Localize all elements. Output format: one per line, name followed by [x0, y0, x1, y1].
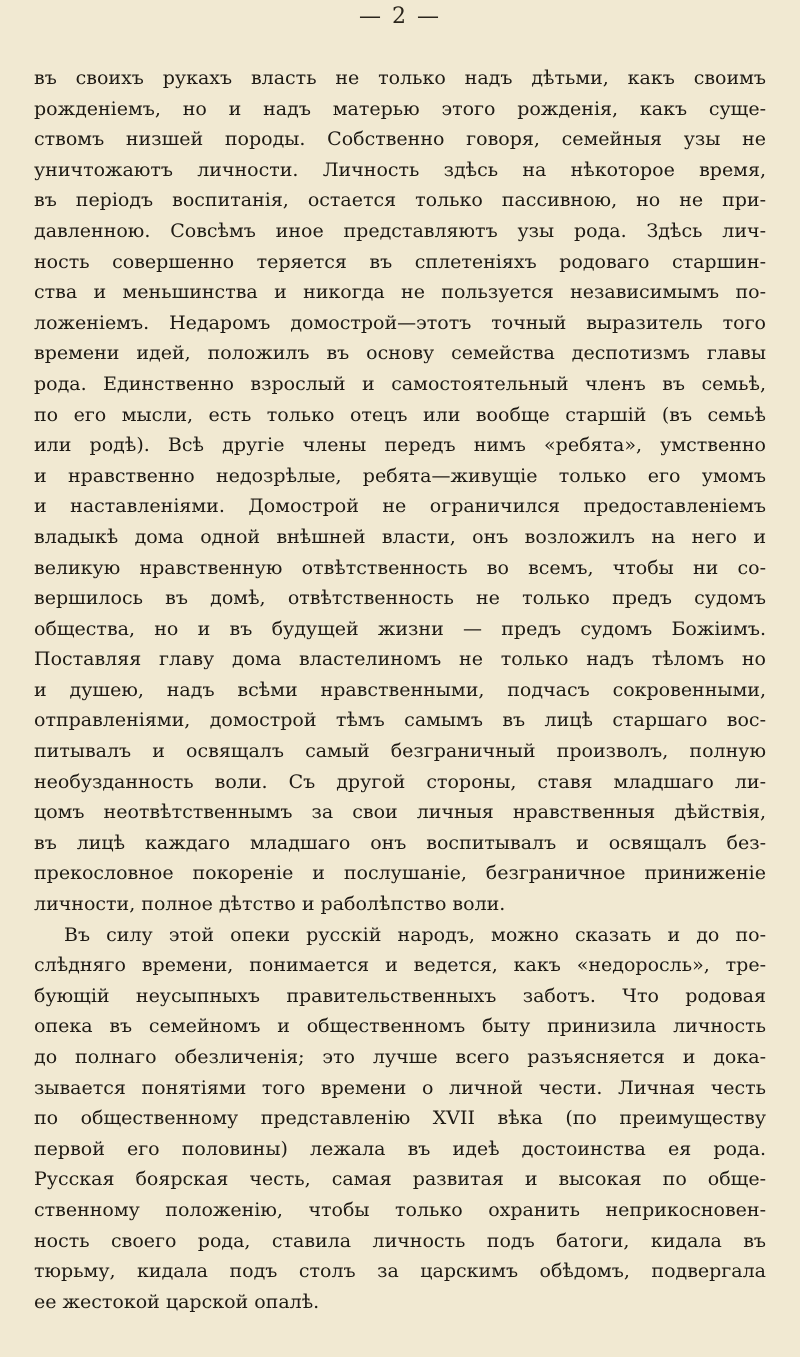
text-line: ность совершенно теряется въ сплетеніяхъ родоваго старшин- — [34, 250, 766, 273]
text-line: Русская боярская честь, самая развитая и высокая по обще- — [34, 1168, 766, 1191]
text-line: опека въ семейномъ и общественномъ быту принизила личность — [34, 1015, 766, 1038]
text-line: ложеніемъ. Недаромъ домострой—этотъ точный выразитель того — [34, 311, 766, 334]
text-line: великую нравственную отвѣтственность во всемъ, чтобы ни со- — [34, 556, 766, 579]
text-line: до полнаго обезличенія; это лучше всего разъясняется и дока- — [34, 1046, 766, 1068]
text-body — [34, 63, 766, 1317]
text-line: въ періодъ воспитанія, остается только пассивною, но не при- — [34, 189, 766, 212]
text-line: по его мысли, есть только отецъ или вообще старшій (въ семьѣ — [34, 403, 766, 426]
text-line: прекословное покореніе и послушаніе, безграничное приниженіе — [34, 862, 766, 885]
text-line: зывается понятіями того времени о личной чести. Личная честь — [34, 1076, 766, 1099]
text-line: и душею, надъ всѣми нравственными, подчасъ сокровенными, — [34, 678, 766, 701]
text-line: Поставляя главу дома властелиномъ не только надъ тѣломъ но — [34, 648, 766, 671]
text-line: и наставленіями. Домострой не ограничился предоставленіемъ — [34, 495, 766, 518]
paragraph-end-line: ее жестокой царской опалѣ. — [34, 1290, 320, 1313]
text-line: ственному положенію, чтобы только охранить неприкосновен- — [34, 1198, 766, 1221]
paragraph-end-line: личности, полное дѣтство и раболѣпство воли. — [34, 893, 506, 916]
text-line: въ своихъ рукахъ власть не только надъ дѣтьми, какъ своимъ — [34, 67, 766, 89]
text-line: ность своего рода, ставила личность подъ батоги, кидала въ — [34, 1229, 766, 1252]
text-line: въ лицѣ каждаго младшаго онъ воспитывалъ и освящалъ без- — [34, 831, 766, 854]
text-line: ствомъ низшей породы. Собственно говоря, семейныя узы не — [34, 128, 766, 151]
text-line: рода. Единственно взрослый и самостоятельный членъ въ семьѣ, — [34, 372, 766, 395]
text-line: давленною. Совсѣмъ иное представляютъ узы рода. Здѣсь лич- — [34, 219, 766, 242]
text-line: общества, но и въ будущей жизни — предъ судомъ Божіимъ. — [34, 617, 766, 640]
text-line: и нравственно недозрѣлые, ребята—живущіе только его умомъ — [34, 464, 766, 487]
text-line: необузданность воли. Съ другой стороны, ставя младшаго ли- — [34, 770, 766, 793]
text-line: первой его половины) лежала въ идеѣ достоинства ея рода. — [34, 1137, 766, 1160]
text-line: вершилось въ домѣ, отвѣтственность не только предъ судомъ — [34, 587, 766, 610]
text-line: или родѣ). Всѣ другіе члены передъ нимъ «ребята», умственно — [34, 434, 766, 457]
text-line: по общественному представленію XVII вѣка (по преимуществу — [34, 1107, 766, 1130]
text-line: бующій неусыпныхъ правительственныхъ заботъ. Что родовая — [34, 984, 766, 1007]
text-line: времени идей, положилъ въ основу семейства деспотизмъ главы — [34, 342, 766, 365]
text-line: ства и меньшинства и никогда не пользуется независимымъ по- — [34, 281, 766, 304]
text-line: отправленіями, домострой тѣмъ самымъ въ лицѣ старшаго вос- — [34, 709, 766, 732]
page-number: — 2 — — [359, 4, 441, 29]
text-line: питывалъ и освящалъ самый безграничный произволъ, полную — [34, 740, 766, 763]
text-line: рожденіемъ, но и надъ матерью этого рожденія, какъ суще- — [34, 97, 766, 120]
text-line: владыкѣ дома одной внѣшней власти, онъ возложилъ на него и — [34, 525, 766, 548]
text-line: цомъ неотвѣтственнымъ за свои личныя нравственныя дѣйствія, — [34, 801, 766, 824]
paragraph-start-line: Въ силу этой опеки русскій народъ, можно сказать и до по- — [64, 923, 766, 946]
text-line: уничтожаютъ личности. Личность здѣсь на нѣкоторое время, — [34, 158, 766, 181]
text-line: тюрьму, кидала подъ столъ за царскимъ обѣдомъ, подвергала — [34, 1260, 766, 1283]
text-line: слѣдняго времени, понимается и ведется, какъ «недоросль», тре- — [34, 954, 766, 977]
